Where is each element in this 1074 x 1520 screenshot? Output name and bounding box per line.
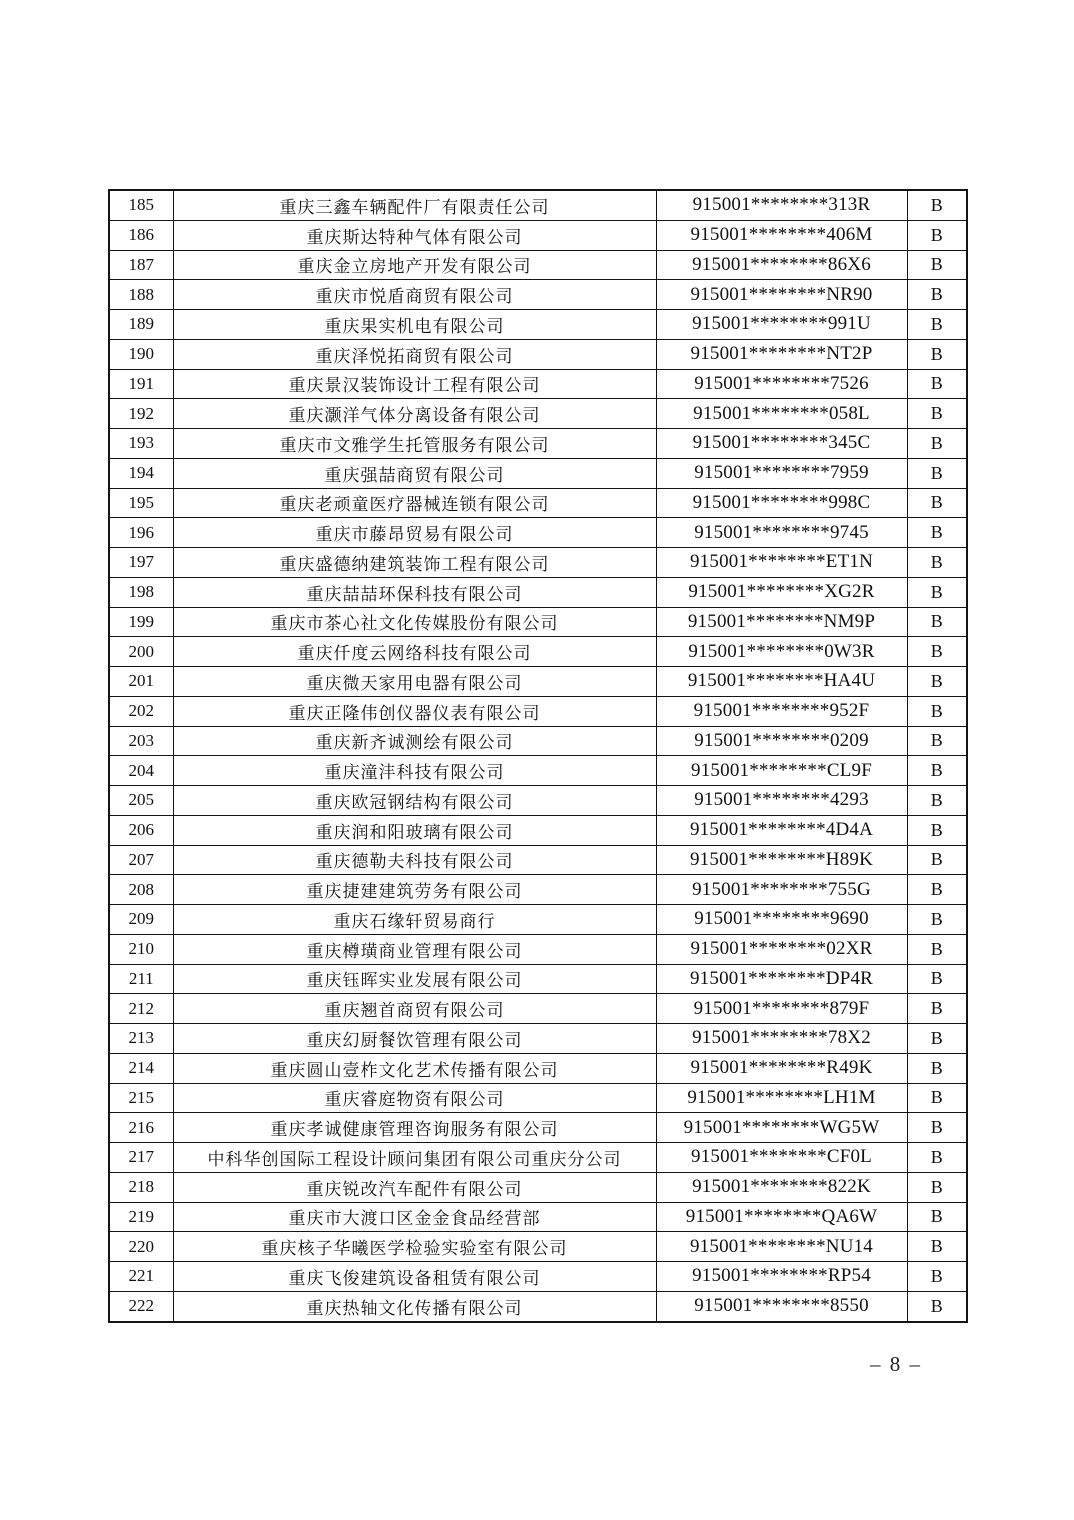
table-row — [109, 1053, 967, 1083]
grade-cell: B — [907, 1024, 967, 1054]
company-name-cell: 重庆翘首商贸有限公司 — [173, 994, 656, 1024]
credit-code-cell: 915001********991U — [656, 310, 907, 340]
grade-cell: B — [907, 934, 967, 964]
credit-code-cell: 915001********9690 — [656, 905, 907, 935]
table-row — [109, 815, 967, 845]
grade-cell: B — [907, 786, 967, 816]
company-name-cell: 重庆市大渡口区金金食品经营部 — [173, 1202, 656, 1232]
grade-cell: B — [907, 905, 967, 935]
row-index-cell: 214 — [109, 1053, 173, 1083]
grade-cell: B — [907, 518, 967, 548]
credit-code-cell: 915001********4D4A — [656, 815, 907, 845]
grade-cell: B — [907, 667, 967, 697]
grade-cell: B — [907, 339, 967, 369]
grade-cell: B — [907, 1202, 967, 1232]
row-index-cell: 222 — [109, 1291, 173, 1322]
table-row — [109, 696, 967, 726]
grade-cell: B — [907, 756, 967, 786]
table-row — [109, 905, 967, 935]
credit-code-cell: 915001********DP4R — [656, 964, 907, 994]
grade-cell: B — [907, 815, 967, 845]
table-body — [109, 190, 967, 1322]
table-row — [109, 1262, 967, 1292]
grade-cell: B — [907, 369, 967, 399]
table-row — [109, 875, 967, 905]
grade-cell: B — [907, 1083, 967, 1113]
grade-cell: B — [907, 964, 967, 994]
table-row — [109, 607, 967, 637]
table-row — [109, 1232, 967, 1262]
company-name-cell: 重庆热轴文化传播有限公司 — [173, 1291, 656, 1322]
credit-code-cell: 915001********LH1M — [656, 1083, 907, 1113]
company-name-cell: 重庆孝诚健康管理咨询服务有限公司 — [173, 1113, 656, 1143]
credit-code-cell: 915001********NU14 — [656, 1232, 907, 1262]
company-name-cell: 重庆果实机电有限公司 — [173, 310, 656, 340]
company-name-cell: 重庆新齐诚测绘有限公司 — [173, 726, 656, 756]
credit-code-cell: 915001********H89K — [656, 845, 907, 875]
company-name-cell: 重庆灏洋气体分离设备有限公司 — [173, 399, 656, 429]
grade-cell: B — [907, 577, 967, 607]
credit-code-cell: 915001********NM9P — [656, 607, 907, 637]
table-row — [109, 1172, 967, 1202]
credit-code-cell: 915001********HA4U — [656, 667, 907, 697]
table-row — [109, 1143, 967, 1173]
table-row — [109, 339, 967, 369]
grade-cell: B — [907, 1143, 967, 1173]
credit-code-cell: 915001********RP54 — [656, 1262, 907, 1292]
credit-code-cell: 915001********7959 — [656, 458, 907, 488]
company-name-cell: 重庆微天家用电器有限公司 — [173, 667, 656, 697]
credit-code-cell: 915001********CL9F — [656, 756, 907, 786]
credit-code-cell: 915001********345C — [656, 429, 907, 459]
company-name-cell: 重庆飞俊建筑设备租赁有限公司 — [173, 1262, 656, 1292]
table-row — [109, 934, 967, 964]
table-row — [109, 190, 967, 220]
grade-cell: B — [907, 429, 967, 459]
row-index-cell: 202 — [109, 696, 173, 726]
row-index-cell: 213 — [109, 1024, 173, 1054]
row-index-cell: 212 — [109, 994, 173, 1024]
row-index-cell: 194 — [109, 458, 173, 488]
table-row — [109, 845, 967, 875]
credit-code-cell: 915001********313R — [656, 190, 907, 220]
row-index-cell: 197 — [109, 548, 173, 578]
grade-cell: B — [907, 1232, 967, 1262]
grade-cell: B — [907, 310, 967, 340]
table-row — [109, 458, 967, 488]
company-name-cell: 重庆核子华曦医学检验实验室有限公司 — [173, 1232, 656, 1262]
row-index-cell: 191 — [109, 369, 173, 399]
company-name-cell: 重庆欧冠钢结构有限公司 — [173, 786, 656, 816]
table-row — [109, 220, 967, 250]
company-name-cell: 重庆金立房地产开发有限公司 — [173, 250, 656, 280]
table-row — [109, 399, 967, 429]
company-name-cell: 重庆幻厨餐饮管理有限公司 — [173, 1024, 656, 1054]
credit-code-cell: 915001********822K — [656, 1172, 907, 1202]
company-name-cell: 重庆钰晖实业发展有限公司 — [173, 964, 656, 994]
grade-cell: B — [907, 250, 967, 280]
company-name-cell: 重庆市茶心社文化传媒股份有限公司 — [173, 607, 656, 637]
row-index-cell: 220 — [109, 1232, 173, 1262]
company-name-cell: 重庆锐改汽车配件有限公司 — [173, 1172, 656, 1202]
company-name-cell: 重庆三鑫车辆配件厂有限责任公司 — [173, 190, 656, 220]
row-index-cell: 221 — [109, 1262, 173, 1292]
credit-code-cell: 915001********755G — [656, 875, 907, 905]
table-row — [109, 280, 967, 310]
company-name-cell: 重庆斯达特种气体有限公司 — [173, 220, 656, 250]
credit-code-cell: 915001********78X2 — [656, 1024, 907, 1054]
row-index-cell: 196 — [109, 518, 173, 548]
row-index-cell: 217 — [109, 1143, 173, 1173]
grade-cell: B — [907, 190, 967, 220]
credit-code-cell: 915001********XG2R — [656, 577, 907, 607]
credit-code-cell: 915001********ET1N — [656, 548, 907, 578]
grade-cell: B — [907, 1291, 967, 1322]
table-row — [109, 1113, 967, 1143]
credit-code-cell: 915001********952F — [656, 696, 907, 726]
company-name-cell: 重庆喆喆环保科技有限公司 — [173, 577, 656, 607]
credit-code-cell: 915001********998C — [656, 488, 907, 518]
grade-cell: B — [907, 845, 967, 875]
table-row — [109, 548, 967, 578]
company-name-cell: 重庆泽悦拓商贸有限公司 — [173, 339, 656, 369]
page-number: – 8 – — [870, 1352, 922, 1376]
row-index-cell: 188 — [109, 280, 173, 310]
table-row — [109, 756, 967, 786]
company-name-cell: 重庆盛德纳建筑装饰工程有限公司 — [173, 548, 656, 578]
grade-cell: B — [907, 1053, 967, 1083]
credit-code-cell: 915001********CF0L — [656, 1143, 907, 1173]
credit-code-cell: 915001********QA6W — [656, 1202, 907, 1232]
table-row — [109, 1202, 967, 1232]
company-name-cell: 重庆睿庭物资有限公司 — [173, 1083, 656, 1113]
row-index-cell: 198 — [109, 577, 173, 607]
table-row — [109, 1083, 967, 1113]
grade-cell: B — [907, 696, 967, 726]
row-index-cell: 195 — [109, 488, 173, 518]
company-name-cell: 中科华创国际工程设计顾问集团有限公司重庆分公司 — [173, 1143, 656, 1173]
company-name-cell: 重庆市藤昂贸易有限公司 — [173, 518, 656, 548]
row-index-cell: 201 — [109, 667, 173, 697]
table-row — [109, 429, 967, 459]
grade-cell: B — [907, 637, 967, 667]
credit-code-cell: 915001********NT2P — [656, 339, 907, 369]
table-row — [109, 667, 967, 697]
row-index-cell: 190 — [109, 339, 173, 369]
row-index-cell: 200 — [109, 637, 173, 667]
credit-code-cell: 915001********02XR — [656, 934, 907, 964]
table-row — [109, 369, 967, 399]
table-row — [109, 1291, 967, 1322]
company-name-cell: 重庆潼沣科技有限公司 — [173, 756, 656, 786]
credit-code-cell: 915001********879F — [656, 994, 907, 1024]
row-index-cell: 218 — [109, 1172, 173, 1202]
table-row — [109, 994, 967, 1024]
row-index-cell: 204 — [109, 756, 173, 786]
row-index-cell: 193 — [109, 429, 173, 459]
grade-cell: B — [907, 548, 967, 578]
table-row — [109, 786, 967, 816]
grade-cell: B — [907, 220, 967, 250]
company-name-cell: 重庆石缘轩贸易商行 — [173, 905, 656, 935]
grade-cell: B — [907, 1172, 967, 1202]
row-index-cell: 205 — [109, 786, 173, 816]
grade-cell: B — [907, 875, 967, 905]
row-index-cell: 210 — [109, 934, 173, 964]
table-row — [109, 518, 967, 548]
company-rating-table — [108, 189, 968, 1323]
credit-code-cell: 915001********0209 — [656, 726, 907, 756]
row-index-cell: 192 — [109, 399, 173, 429]
company-name-cell: 重庆润和阳玻璃有限公司 — [173, 815, 656, 845]
company-name-cell: 重庆樽璜商业管理有限公司 — [173, 934, 656, 964]
company-name-cell: 重庆景汉装饰设计工程有限公司 — [173, 369, 656, 399]
credit-code-cell: 915001********0W3R — [656, 637, 907, 667]
credit-code-cell: 915001********WG5W — [656, 1113, 907, 1143]
company-name-cell: 重庆市悦盾商贸有限公司 — [173, 280, 656, 310]
row-index-cell: 207 — [109, 845, 173, 875]
row-index-cell: 189 — [109, 310, 173, 340]
table-row — [109, 964, 967, 994]
grade-cell: B — [907, 458, 967, 488]
company-name-cell: 重庆市文雅学生托管服务有限公司 — [173, 429, 656, 459]
company-name-cell: 重庆正隆伟创仪器仪表有限公司 — [173, 696, 656, 726]
table-row — [109, 726, 967, 756]
grade-cell: B — [907, 1113, 967, 1143]
grade-cell: B — [907, 399, 967, 429]
row-index-cell: 216 — [109, 1113, 173, 1143]
table-row — [109, 637, 967, 667]
credit-code-cell: 915001********8550 — [656, 1291, 907, 1322]
grade-cell: B — [907, 280, 967, 310]
row-index-cell: 199 — [109, 607, 173, 637]
row-index-cell: 208 — [109, 875, 173, 905]
company-name-cell: 重庆捷建建筑劳务有限公司 — [173, 875, 656, 905]
credit-code-cell: 915001********058L — [656, 399, 907, 429]
table-row — [109, 577, 967, 607]
credit-code-cell: 915001********406M — [656, 220, 907, 250]
grade-cell: B — [907, 1262, 967, 1292]
row-index-cell: 185 — [109, 190, 173, 220]
row-index-cell: 215 — [109, 1083, 173, 1113]
table-row — [109, 250, 967, 280]
credit-code-cell: 915001********9745 — [656, 518, 907, 548]
table-row — [109, 1024, 967, 1054]
row-index-cell: 209 — [109, 905, 173, 935]
company-name-cell: 重庆德勒夫科技有限公司 — [173, 845, 656, 875]
row-index-cell: 203 — [109, 726, 173, 756]
company-name-cell: 重庆强喆商贸有限公司 — [173, 458, 656, 488]
row-index-cell: 211 — [109, 964, 173, 994]
row-index-cell: 206 — [109, 815, 173, 845]
credit-code-cell: 915001********NR90 — [656, 280, 907, 310]
credit-code-cell: 915001********R49K — [656, 1053, 907, 1083]
grade-cell: B — [907, 607, 967, 637]
row-index-cell: 186 — [109, 220, 173, 250]
row-index-cell: 219 — [109, 1202, 173, 1232]
table-row — [109, 310, 967, 340]
credit-code-cell: 915001********7526 — [656, 369, 907, 399]
grade-cell: B — [907, 488, 967, 518]
grade-cell: B — [907, 994, 967, 1024]
credit-code-cell: 915001********86X6 — [656, 250, 907, 280]
grade-cell: B — [907, 726, 967, 756]
credit-code-cell: 915001********4293 — [656, 786, 907, 816]
row-index-cell: 187 — [109, 250, 173, 280]
table-row — [109, 488, 967, 518]
company-name-cell: 重庆老顽童医疗器械连锁有限公司 — [173, 488, 656, 518]
company-name-cell: 重庆圆山壹柞文化艺术传播有限公司 — [173, 1053, 656, 1083]
company-name-cell: 重庆仟度云网络科技有限公司 — [173, 637, 656, 667]
